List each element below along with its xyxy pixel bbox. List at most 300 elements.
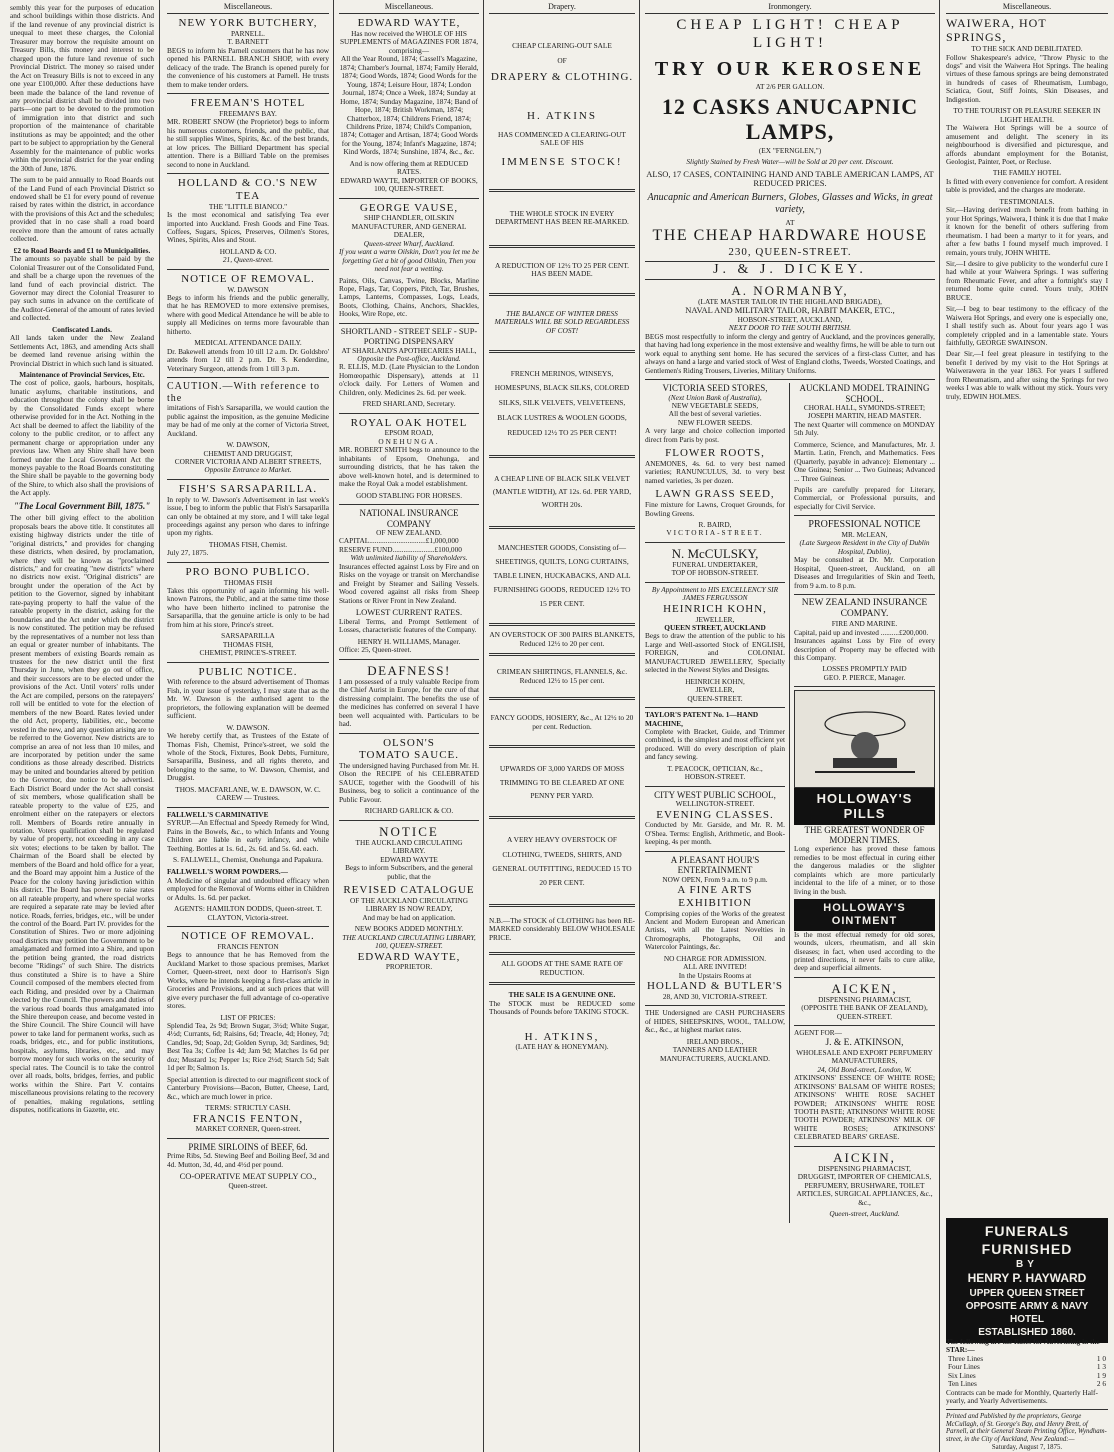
column-header: Miscellaneous. (946, 2, 1108, 14)
rates-label: Three Lines (948, 1353, 984, 1363)
ad-title: AICKEN, (831, 980, 898, 996)
ad-capital: CAPITAL...............................£1,000,000 (339, 536, 459, 546)
ad-body: Conducted by Mr. Garside, and Mr. R. M. O'Shea. Terms: English, Arithmetic, and Book-keeping, 4s per month. (645, 820, 785, 847)
imprint-date: Saturday, August 7, 1875. (991, 1444, 1063, 1452)
freeman-hotel-ad (167, 97, 329, 169)
fallwell-syrup-ad (167, 811, 329, 865)
ad-body: SYRUP.—An Effectual and Speedy Remedy for Wind, Pains in the Bowels, &c., to which Infants and Young Children are liable in early infancy, and while Teething. Bottles at 1s. 6d., 2s. 6d. and 5s. 6d. each. (167, 818, 329, 853)
ad-body: A very large and choice collection imported direct from Paris by post. (645, 426, 785, 444)
column-header: Ironmongery. (645, 2, 935, 14)
ad-title: NATIONAL INSURANCE COMPANY (359, 508, 459, 529)
rates-price: 1 0 (1096, 1353, 1106, 1363)
ad-body: The Waiwera Hot Springs will be a source of amusement and delight. The scenery in its neighbourhood is diversified and picturesque, and affords abundant employment for the Botanist, Geologist, Painter, Poet, or Recluse. (946, 123, 1108, 166)
ad-title: FALLWELL'S CARMINATIVE (167, 809, 269, 819)
ad-title: DEAFNESS! (367, 662, 451, 678)
ad-body: Special attention is directed to our magnificent stock of Canterbury Provisions—Bacon, Butter, Cheese, Lard, &c., which are much lower in price. (167, 1074, 329, 1101)
drapery-column (484, 0, 640, 1452)
ad-subtitle: CHORAL HALL, SYMONDS-STREET; (803, 402, 926, 412)
ad-address: Queen-street, Auckland. (829, 1209, 900, 1219)
ad-name: W. DAWSON (227, 284, 269, 294)
ad-signature: THOMAS FISH, Chemist. (208, 539, 288, 549)
ads-column-3 (334, 0, 484, 1452)
ad-address: Opposite the Post-office, Auckland. (357, 353, 461, 363)
ad-title: PROFESSIONAL NOTICE (808, 519, 921, 531)
lamps-ex: (EX "FERNGLEN,") (758, 145, 822, 155)
ad-title: FISH'S SARSAPARILLA. (178, 482, 318, 495)
ad-body: Is the most economical and satisfying Tea ever imported into Auckland. Fresh Goods and Fine Teas. Coffees, Sugars, Spices, Preserves, Oilmen's Stores, Wines, Spirits, Ales and Stout. (167, 210, 329, 245)
wayte-magazines-ad (339, 17, 479, 193)
ad-signature: CHEMIST AND DRUGGIST, (203, 448, 293, 458)
ad-body: With reference to the absurd advertisement of Thomas Fish, in your issue of yesterday, I may state that as the Mr. W. Dawson is the authorised agent to the proprietors, the following explanation will be deemed sufficient. (167, 677, 329, 721)
article-paragraph: All lands taken under the New Zealand Settlements Act, 1863, and amending Acts shall be deemed land revenue arising within the Provincial District in which such land is situated. (10, 333, 154, 368)
article-paragraph: The amounts so payable shall be paid by the Colonial Treasurer out of the Consolidated Fund, and shall be a charge upon the revenues of the land fund of each provincial district. The Governor may direct the Colonial Treasurer to pay such sums in advance on the certificate of the Auditor-General of the amount of rates levied and collected. (10, 254, 154, 323)
funeral-undertaker-ad (645, 546, 785, 578)
ad-title: THE GREATEST WONDER OF MODERN TIMES. (804, 824, 925, 845)
lamps-at: AT (785, 217, 795, 227)
ad-subtitle: AT SHARLAND'S APOTHECARIES HALL, (341, 345, 477, 355)
kerosene-price: AT 2/6 PER GALLON. (755, 82, 825, 92)
ad-body: THE Undersigned are CASH PURCHASERS of HIDES, SHEEPSKINS, WOOL, TALLOW, &c., &c., at highest market rates. (645, 1008, 785, 1035)
ad-subtitle: WELLINGTON-STREET. (675, 799, 755, 809)
sale-line: THE WHOLE STOCK IN EVERY DEPARTMENT HAS BEEN RE-MARKED. (495, 208, 629, 227)
olson-sauce-ad (339, 737, 479, 816)
sale-title: CHEAP CLEARING-OUT SALE (512, 41, 612, 51)
funeral-banner (946, 1218, 1108, 1343)
ad-subhead: THE FAMILY HOTEL (992, 168, 1062, 178)
cheap-light-title: CHEAP LIGHT! CHEAP LIGHT! (676, 17, 904, 51)
ad-signature: THOS. MACFARLANE, W. E. DAWSON, W. C. CAREW — Trustees. (175, 784, 321, 803)
ad-body: A Medicine of singular and undoubted efficacy when employed for the Removal of Worms either in Children or Adults. 1s. 6d. per packet. (167, 875, 329, 902)
ad-address: THE AUCKLAND CIRCULATING LIBRARY, 100, QUEEN-STREET. (342, 932, 476, 951)
ad-subtitle: NAVAL AND MILITARY TAILOR, HABIT MAKER, ETC., (685, 305, 895, 316)
vause-ad (339, 202, 479, 319)
ad-signature: HOBSON-STREET. (684, 772, 746, 782)
ad-signature: EDWARD WAYTE, (357, 950, 461, 963)
ad-subtitle: DISPENSING PHARMACIST, (818, 1163, 911, 1173)
ad-body: R. ELLIS, M.D. (Late Physician to the London Homœopathic Dispensary), attends at 11 o'clock daily. For Letters of Women and Children, only. Medicines 2s. 6d. per week. (339, 362, 479, 397)
library-notice-ad (339, 824, 479, 972)
article-paragraph: The other bill giving effect to the abolition proposals bears the above title. It constitutes all existing highway districts under the title of "original districts," and provides for changing these districts, when desired, by proclamation, where they will be known as "proclaimed districts," and for creating "new districts" where no districts now exist. "Original districts" are brought under the operation of the Act by petition to the Governor, signed by inhabitant rate-paying property to half the value of the rateable property in the district, asking for the boundaries and the Act under which the district is now constituted. The petition may be refused by the representatives of a number not less than an equal or greater number of inhabitants. The present members of existing Boards remain as trustees for the new district until the first Thursday in June, when they go out of office, and their successors are to be elected under the provisions of the Act. Until voters' rolls under the Act are compiled, persons on the ratepayers' roll will be entitled to vote for the election of members of the new Board. Rates levied under the old Act, property, liabilities, etc., become vested in the new, and any question arising are to be referred to the Governor. New districts are to comprise an area of not less than 10 miles, and are incorporated by petition under the same conditions as those already described. Districts may be united and boundaries altered by petition to the Governor, due notice to be advertised. Each District Board under the Act shall consist of six members, whose qualification shall be rateable property to the value of £25, and enrolment either on the ratepayers or electors roll. Members of Boards retire annually in rotation. Voters qualification shall be regulated by value of property, not exceeding in any case six votes; elections to be taken by ballot. The Chairman of the Board shall be elected by members of the Board and hold office for a year, and the Board may appoint him a Justice of the Peace for the colony having jurisdiction within his district. The Board has power to raise rates on all rateable property, and where special works are required a separate rate may be levied after notice. Roads, ferries, bridges, etc., will be under the control of the Board. Part IV. provides for the Constitution of Shires. Two or more adjoining road districts may petition the Government to be amalgamated and formed into a Shire, and upon the petition being granted, the road districts become "Ridings" of such Shire. The districts thus constituted a Shire is to have a Shire Council composed of the members elected from each Riding, and presided over by a Chairman elected by the Council. The powers and duties of the various road boards thus amalgamated into the Shire thereupon cease, and become vested in the Shire Council. The Shire Council will have power to take land for permanent works, such as roads, bridges, etc., and for public institutions, hospitals, asylums, libraries, etc., and may borrow money for such works on the security of special rates. The Council is to take the control over all roads, bolts, bridges, ferries, and public works within the Shire. Part V. contains miscellaneous provisions relating to the recovery of penalties, making regulations, settling disputes, notifications in Gazette, etc. (10, 513, 154, 1114)
column-header: Miscellaneous. (167, 2, 329, 14)
ad-title: TAYLOR'S PATENT No. 1—HAND MACHINE, (645, 710, 759, 728)
article-subhead: Confiscated Lands. (51, 324, 112, 334)
ad-note: GOOD STABLING FOR HORSES. (355, 490, 463, 500)
ad-body: Liberal Terms, and Prompt Settlement of Losses, characteristic features of the Company. (339, 616, 479, 635)
ad-signature: EDWARD WAYTE, IMPORTER OF BOOKS, 100, QUEEN-STREET. (340, 175, 478, 194)
shortland-dispensary-ad (339, 327, 479, 409)
rates-label: Ten Lines (948, 1379, 977, 1389)
ad-signature: QUEEN-STREET. (687, 693, 743, 703)
nz-insurance-ad (794, 598, 935, 682)
ad-signature: TANNERS AND LEATHER MANUFACTURERS, AUCKLAND. (660, 1045, 770, 1063)
ad-signature: CO-OPERATIVE MEAT SUPPLY CO., (179, 1171, 317, 1182)
ad-address: Opposite Entrance to Market. (204, 465, 292, 475)
funeral-line: OPPOSITE ARMY & NAVY HOTEL (965, 1300, 1089, 1325)
victoria-seed-ad (645, 383, 785, 538)
ad-title: A PLEASANT HOUR'S ENTERTAINMENT (670, 854, 760, 876)
ad-body: ANEMONES, 4s. 6d. to very best named varieties; RANUNCULUS, 3d. to very best named varieties, 3s per dozen. (645, 458, 785, 485)
ad-note: With unlimited liability of Shareholders. (350, 553, 468, 563)
funeral-line: HENRY P. HAYWARD (967, 1271, 1087, 1286)
ad-signature: R. BAIRD, (698, 520, 732, 529)
sale-line: MANCHESTER GOODS, Consisting of— SHEETINGS, QUILTS, LONG CURTAINS, TABLE LINEN, HUCKABACKS, AND ALL FURNISHING GOODS, REDUCED 12½ TO 15 PER CENT. (493, 542, 631, 608)
ad-signature: HENRY H. WILLIAMS, Manager. (357, 636, 461, 646)
ad-address: 24, Old Bond-street, London, W. (817, 1064, 912, 1074)
ad-body: Sir,—I beg to bear testimony to the efficacy of the Waiwera Hot Springs, and every one is especially one, I shall testify such as. About four years ago I was completely crippled and in a lamentable state. Yours faithfully, GEORGE SWAINSON. (946, 304, 1108, 348)
article-subhead: £2 to Road Boards and £1 to Municipalities. (13, 245, 151, 255)
sale-line: CRIMEAN SHIRTINGS, FLANNELS, &c. Reduced 12½ to 15 per cent. (496, 667, 628, 685)
rates-price: 1 3 (1096, 1362, 1106, 1372)
sale-drapery: DRAPERY & CLOTHING. (490, 71, 634, 84)
ad-subtitle: And may be had on application. (362, 912, 456, 922)
ad-title: CITY WEST PUBLIC SCHOOL, (654, 789, 776, 800)
ad-note: And is now offering them at REDUCED RATES. (349, 158, 469, 177)
ad-subhead: A FINE ARTS EXHIBITION (677, 884, 753, 909)
ad-title: OLSON'S (383, 736, 435, 749)
ad-title: CAUTION.—With reference to the (167, 381, 321, 404)
ad-signature: FRANCIS FENTON, (192, 1112, 304, 1125)
ad-title: NOTICE (379, 823, 439, 839)
fish-sarsaparilla-ad (167, 483, 329, 558)
ad-name: THOMAS FISH (223, 577, 273, 587)
deafness-ad (339, 663, 479, 729)
sale-line: The STOCK must be REDUCED some Thousands of Pounds before TAKING STOCK. (489, 998, 635, 1017)
city-school-ad (645, 790, 785, 847)
ad-address: Queen-street Wharf, Auckland. (363, 238, 455, 248)
sale-of: OF (557, 55, 567, 65)
rates-price: 2 6 (1096, 1379, 1106, 1389)
ad-address: TOP OF HOBSON-STREET. (671, 568, 759, 578)
ad-subtitle: TO THE SICK AND DEBILITATED. (971, 44, 1083, 54)
ads-column-2 (162, 0, 334, 1452)
ad-subtitle: WHOLESALE AND EXPORT PERFUMERY MANUFACTURERS, (796, 1047, 933, 1066)
ad-signature: IRELAND BROS., (686, 1036, 744, 1046)
ad-body: ATKINSONS' ESSENCE OF WHITE ROSE; ATKINSONS' BALSAM OF WHITE ROSES; ATKINSONS' WHITE ROSE SACHET POWDER; ATKINSONS' WHITE ROSE TOOTH PASTE; ATKINSONS' WHITE ROSE TOOTH POWDER; ATKINSONS' MILK OF WHITE ROSES; ATKINSONS' CELEBRATED BEARS' GREASE. (794, 1073, 935, 1142)
ad-body: Comprising copies of the Works of the greatest Ancient and Modern European and American Artists, with all the Latest Novelties in Chromographs, Photographs, Oil and Watercolor Paintings, &c. (645, 908, 785, 952)
ads-column-6 (940, 0, 1114, 1452)
ad-body: Sir,—I desire to give publicity to the wonderful cure I had while at your Waiwera Springs. I was suffering from Rheumatic Fever, and after a fortnight's stay I returned home quite cured. Yours truly, JOHN BRUCE. (946, 258, 1108, 302)
professional-notice-ad (794, 519, 935, 590)
ad-note: By Appointment to HIS EXCELLENCY SIR JAMES FERGUSSON (651, 584, 779, 603)
sale-line: ALL GOODS AT THE SAME RATE OF REDUCTION. (501, 959, 623, 977)
ad-address: Queen-street. (228, 1180, 268, 1190)
article-subhead: Maintenance of Provincial Services, Etc. (19, 370, 145, 380)
column-header: Drapery. (489, 2, 635, 14)
ad-title: NOTICE OF REMOVAL. (181, 272, 315, 285)
ad-note: NEXT DOOR TO THE SOUTH BRITISH. (728, 323, 852, 333)
aicken-ad (794, 981, 935, 1021)
sale-line: FANCY GOODS, HOSIERY, &c., At 12½ to 20 per cent. Reduction. (490, 713, 634, 731)
ad-title: A. NORMANBY, (731, 282, 849, 298)
ad-body: Long experience has proved these famous remedies to be most effectual in curing either the dangerous maladies or the slighter complaints which are more particularly incidental to the life of a miner, or to those living in the bush. (794, 844, 935, 896)
store-owner: J. & J. DICKEY. (645, 261, 935, 279)
removal-notice-ad (167, 273, 329, 373)
kohn-jeweller-ad (645, 586, 785, 703)
ad-reserve: RESERVE FUND.......................£100,000 (339, 544, 462, 554)
ad-body: Is fitted with every convenience for comfort. A resident table is provided, and the charges are moderate. (946, 176, 1108, 195)
ad-title: GEORGE VAUSE, (359, 201, 459, 214)
ad-signature: HOLLAND & BUTLER'S (646, 980, 784, 993)
ad-signature: T. PEACOCK, OPTICIAN, &c., (667, 763, 763, 773)
ad-note: AGENT FOR— (794, 1028, 842, 1038)
ad-body: imitations of Fish's Sarsaparilla, we would caution the public against the imposition, as the genuine Medicine may be had of me only at the corner of Victoria Street, Auckland. (167, 403, 329, 438)
sale-line: A REDUCTION OF 12½ TO 25 PER CENT. HAS BEEN MADE. (494, 260, 630, 279)
holland-tea-ad (167, 177, 329, 265)
ad-body: Fine mixture for Lawns, Croquet Grounds, for Bowling Greens. (645, 500, 785, 518)
ad-subtitle: OF THE AUCKLAND CIRCULATING LIBRARY IS NOW READY, (349, 895, 469, 914)
ad-subhead: MEDICAL ATTENDANCE DAILY. (194, 338, 302, 348)
ad-name: MR. McLEAN, (841, 529, 888, 539)
normanby-ad (645, 283, 935, 376)
ad-body: Insurances effected against Loss by Fire and on Risks on the voyage or transit on Merchandise and Freight by Steamer and Sailing Vessels. Wood covered against all risks from Sheep Stations or River Front in New Zealand. (339, 561, 479, 605)
ad-subhead: NEW VEGETABLE SEEDS, (671, 400, 759, 410)
entertainment-ad (645, 855, 785, 1002)
ad-poem: If you want a warm Oilskin, Don't you let me be forgetting Get a bit of good Oilskin, Then you need not fear a wetting. (339, 247, 479, 274)
rates-note: Contracts can be made for Monthly, Quarterly Half-yearly, and Yearly Advertisements. (946, 1387, 1098, 1406)
column-header: Miscellaneous. (339, 2, 479, 14)
rates-title: The following are the Rates for Advertising in the STAR:— (946, 1337, 1100, 1355)
sub-column-left (645, 383, 790, 1222)
sale-line: A VERY HEAVY OVERSTOCK OF CLOTHING, TWEEDS, SHIRTS, AND GENERAL OUTFITTING, REDUCED 15 TO 20 PER CENT. (492, 835, 632, 887)
ad-title: PRO BONO PUBLICO. (185, 565, 311, 578)
rates-price: 1 9 (1096, 1370, 1106, 1380)
ireland-bros-ad (645, 1009, 785, 1063)
ad-subtitle: THE "LITTLE BIANCO." (208, 201, 288, 211)
sale-line: FRENCH MERINOS, WINSEYS, HOMESPUNS, BLACK SILKS, COLORED SILKS, SILK VELVETS, VELVETEENS, BLACK LUSTRES & WOOLEN GOODS, REDUCED 12½ TO 25 PER CENT! (494, 368, 630, 437)
ad-body: Begs to draw the attention of the public to his Large and Well-assorted Stock of ENGLISH, FOREIGN, and COLONIAL MANUFACTURED JEWELLERY, Specially selected in the Newest Styles and Designs. (645, 631, 785, 675)
national-insurance-ad (339, 508, 479, 655)
ad-address: 28, AND 30, VICTORIA-STREET. (662, 991, 768, 1001)
figure-engraving-icon (805, 704, 925, 774)
sale-merchant: H. ATKINS, (524, 1030, 600, 1043)
ad-signature: PROPRIETOR. (385, 962, 433, 972)
ad-address: 21, Queen-street. (222, 255, 274, 265)
holloway-ad (794, 690, 935, 973)
ad-note: ALL ARE INVITED! (683, 962, 747, 972)
ad-subhead: SARSAPARILLA (221, 631, 275, 641)
fallwell-worm-ad (167, 868, 329, 922)
article-paragraph: The cost of police, gaols, harbours, hospitals, lunatic asylums, charitable institutions, and education throughout the colony shall be borne by the Consolidated Funds except where otherwise provided for in the Act. Nothing in the Act shall be deemed to affect the liability of the colony to the public creditor, or to affect any permanent charge or appropriation under any previous law. When any Shire shall have been formed under the Local Government Act the moneys payable to the Road Boards constituting the Shire shall be payable to the governing body of the Shire, to which also shall the provisions of the Act apply. (10, 378, 154, 498)
ad-signature: CORNER VICTORIA AND ALBERT STREETS, (174, 456, 322, 466)
ad-title: PRIME SIRLOINS of BEEF, 6d. (188, 1141, 308, 1152)
ad-note: In the Upstairs Rooms at (678, 970, 752, 980)
ad-name: FRANCIS FENTON (217, 941, 279, 951)
atkinson-perfumery-ad (794, 1029, 935, 1141)
public-notice-ad (167, 666, 329, 803)
ad-capital: Capital, paid up and invested ..........£200,000. (794, 627, 929, 637)
ad-address: HOBSON-STREET, AUCKLAND, (737, 314, 843, 324)
ad-body: BEGS to inform his Parnell customers that he has now opened his PARNELL BRANCH SHOP, with every delicacy of the trade. The Branch is opened purely for the convenience of his customers at Parnell. He trusts them to make tender orders. (167, 45, 329, 89)
rates-box (946, 1338, 1108, 1452)
ad-body: MR. ROBERT SMITH begs to announce to the inhabitants of Epsom, Onehunga, and surrounding districts, that he has taken the above well-known hotel, and is determined to make the Royal Oak a model establishment. (339, 445, 479, 489)
sale-line: THE BALANCE OF WINTER DRESS MATERIALS WILL BE SOLD REGARDLESS OF COST! (494, 308, 630, 336)
ad-title: EDWARD WAYTE, (357, 17, 461, 30)
ad-subtitle: EPSOM ROAD, (384, 428, 434, 438)
ad-subtitle: SHIP CHANDLER, OILSKIN MANUFACTURER, AND GENERAL DEALER, (351, 213, 467, 240)
ad-signature: W. DAWSON. (226, 722, 270, 732)
ad-title: FREEMAN'S HOTEL (190, 97, 306, 110)
ad-signature: JEWELLER, (695, 685, 735, 695)
ad-address: MARKET CORNER, Queen-street. (195, 1124, 301, 1134)
lamps-stained: Slightly Stained by Fresh Water—will be Sold at 20 per cent. Discount. (686, 157, 894, 167)
ad-note: NO CHARGE FOR ADMISSION. (663, 953, 767, 963)
ad-note: NEW BOOKS ADDED MONTHLY. (354, 924, 464, 934)
ad-title: PUBLIC NOTICE. (198, 665, 298, 678)
sub-column-right (790, 383, 935, 1222)
ad-title: HEINRICH KOHN, (663, 602, 767, 615)
pro-bono-ad (167, 566, 329, 658)
sale-genuine: THE SALE IS A GENUINE ONE. (508, 990, 616, 1000)
ad-body: The next Quarter will commence on MONDAY 5th July. (794, 419, 935, 438)
ad-body: We hereby certify that, as Trustees of the Estate of Thomas Fish, Chemist, Prince's-street, we sold the whole of the Stock, Fixtures, Book Debts, Furniture, Sarsaparilla, Business, and all rights thereto, and belonging to the same, to W. Dawson, Chemist, and Druggist. (167, 731, 329, 783)
sale-line: HAS COMMENCED A CLEARING-OUT SALE OF HIS (498, 129, 626, 148)
ad-title: VICTORIA SEED STORES, (662, 383, 768, 394)
ad-subhead: TESTIMONIALS. (999, 196, 1055, 206)
ad-subtitle: FREEMAN'S BAY. (219, 108, 277, 118)
ad-signature: THOMAS FISH, (222, 639, 274, 649)
ad-subtitle: JOSEPH MARTIN, HEAD MASTER. (807, 411, 922, 421)
ad-subhead: FLOWER ROOTS, (665, 447, 765, 460)
ad-subtitle: DISPENSING PHARMACIST, (818, 994, 911, 1004)
ad-body: In reply to W. Dawson's Advertisement in last week's issue, I beg to inform the public that Fish's Sarsaparilla can only be obtained at my store, and I will take legal proceedings against any person who dares to infringe upon my rights. (167, 494, 329, 538)
ad-title: FALLWELL'S WORM POWDERS.— (167, 867, 288, 877)
ad-body: I am possessed of a truly valuable Recipe from the Chief Aurist in Europe, for the cure of that distressing complaint. The benefits the use of the medicines has conferred on several I have been well acquainted with. Particulars to be had. (339, 676, 479, 729)
sirloin-ad (167, 1142, 329, 1191)
ad-title: N. McCULSKY, (671, 545, 759, 561)
ad-title: ROYAL OAK HOTEL (350, 416, 468, 429)
ad-title: J. & E. ATKINSON, (825, 1037, 904, 1048)
royal-oak-ad (339, 417, 479, 500)
sale-immense: IMMENSE STOCK! (501, 155, 623, 168)
ad-title: WAIWERA, HOT SPRINGS, (946, 16, 1047, 45)
ad-subhead: LOWEST CURRENT RATES. (355, 607, 463, 618)
ad-terms: TERMS: STRICTLY CASH. (205, 1103, 291, 1113)
sale-line: UPWARDS OF 3,000 YARDS OF MOSS TRIMMING TO BE CLEARED AT ONE PENNY PER YARD. (499, 764, 625, 801)
article-paragraph: sembly this year for the purposes of education and school buildings within those districts. And if the land revenue of any provincial district is unequal to meet these charges, the Colonial Treasurer may borrow the requisite amount on Treasury Bills, this money and interest to be charged upon the future land revenue of such Provincial District. The money so raised under the Act on Treasury Bills is not to exceed in any one year £100,000. After these deductions have been made the balance of the land revenue of any provincial district shall be divided into two parts—one part to be devoted to the promotion of immigration into that district and such proportion of the maintenance of charitable institutions as may be appointed; and the other part to be subject to appropriation by the General Assembly for the maintenance of public works within the provincial district for the year ending the 30th of June, 1876. (10, 3, 154, 173)
ad-subtitle: (Next Union Bank of Australia), (668, 392, 762, 402)
ad-body: Complete with Bracket, Guide, and Trimmer combined, is the simplest and most efficient yet produced. Will do every description of plain and fancy sewing. (645, 726, 785, 762)
two-column-ads (645, 383, 935, 1222)
ad-signature: CHEMIST, PRINCE'S-STREET. (199, 648, 297, 658)
rates-table (946, 1355, 1108, 1389)
ad-signature: RICHARD GARLICK & CO. (364, 806, 454, 816)
article-paragraph: The sum to be paid annually to Road Boards out of the Land Fund of each Provincial District so endowed shall be £1 for every pound of revenue raised by rates within the district, in accordance with the provisions of this Act and the schedules; provided that in no case shall a road board receive more than the amount of rates actually collected. (10, 175, 154, 244)
ad-title: SHORTLAND - STREET SELF - SUP-PORTING DISPENSARY (340, 325, 478, 346)
ad-note: All the best of several varieties. (668, 409, 762, 419)
ad-body: MR. ROBERT SNOW (the Proprietor) begs to inform his numerous customers, friends, and the public, that he still supplies Wines, Spirits, &c. of the best brands, at low prices. The Billiard Department has special attention. There is a Billiard Table on the premises second to none in Auckland. (167, 117, 329, 169)
funeral-line: UPPER QUEEN STREET (969, 1287, 1085, 1299)
ad-subtitle: Has now received the WHOLE OF HIS SUPPLEMENTS of MAGAZINES FOR 1874, comprising— (339, 29, 479, 55)
ad-body: The undersigned having Purchased from Mr. H. Olson the RECIPE of his CELEBRATED SAUCE, together with the Goodwill of his Business, beg to solicit a continuance of the Public Favour. (339, 761, 479, 804)
ad-body: Follow Shakespeare's advice, "Throw Physic to the dogs" and visit the Waiwera Hot Springs. The healing virtues of these famous springs are being demonstrated in hundreds of cases of Rheumatism, Lumbago, Sciatica, Gout, Stiff Joints, Skin Diseases, and Indigestion. (946, 52, 1108, 104)
butchery-ad (167, 17, 329, 89)
imprint: Printed and Published by the proprietors, George McCullagh, of St. George's Bay, and Henry Brett, of Parnell, at their General Steam Printing Office, Wyndham-street, in the City of Auckland, New Zealand:— (946, 1412, 1107, 1444)
ad-body: May be consulted at Dr. Mr. Corporation Hospital, Queen-street, Auckland, on all Diseases and Irregularities of Skin and Teeth, from 9 a.m. to 8 p.m. (794, 555, 935, 590)
ad-subhead: EVENING CLASSES. (656, 808, 774, 821)
article-subhead: "The Local Government Bill, 1875." (13, 500, 151, 511)
rates-label: Four Lines (948, 1362, 980, 1372)
ad-title: NEW YORK BUTCHERY, (178, 17, 318, 30)
caution-ad (167, 381, 329, 475)
ad-body: Pupils are carefully prepared for Literary, Commercial, or Professional pursuits, and especially for Civil Service. (794, 485, 935, 511)
holloway-ointment-banner: HOLLOWAY'S OINTMENT (794, 899, 935, 931)
ad-title: NEW ZEALAND INSURANCE COMPANY. (801, 598, 928, 620)
ad-title: AUCKLAND MODEL TRAINING SCHOOL. (799, 383, 930, 404)
article-column (0, 0, 158, 1452)
ad-body: Takes this opportunity of again informing his well-known Patrons, the Public, and at the same time those who have been hitherto inclined to patronise the Sarsaparilla, that the genuine article is only to be had from him at his store, Prince's street. (167, 586, 329, 629)
ad-title: NOTICE OF REMOVAL. (181, 930, 315, 943)
sale-merchant: H. ATKINS (527, 109, 597, 122)
waiwera-ad (946, 17, 1108, 401)
sale-merchant-sub: (LATE HAY & HONEYMAN). (515, 1042, 609, 1052)
ad-subtitle: OF NEW ZEALAND. (376, 527, 442, 537)
store-address: 230, QUEEN-STREET. (728, 245, 852, 258)
holloway-engraving (794, 690, 935, 788)
aickin-pharmacist-ad (794, 1150, 935, 1219)
ad-subtitle: FUNERAL UNDERTAKER, (672, 559, 758, 569)
ad-signature: GEO. P. PIERCE, Manager. (823, 672, 906, 682)
ad-body: Prime Ribs, 5d. Stewing Beef and Boiling Beef, 3d and 4d. Mutton, 3d, 4d, and 4½d per pound. (167, 1151, 329, 1169)
lamps-also: ALSO, 17 CASES, CONTAINING HAND AND TABLE AMERICAN LAMPS, AT REDUCED PRICES. (646, 168, 934, 189)
sale-line: AN OVERSTOCK OF 300 PAIRS BLANKETS, Reduced 12½ to 20 per cent. (489, 629, 635, 648)
ad-address: (OPPOSITE THE BANK OF ZEALAND), QUEEN-STREET. (801, 1003, 928, 1021)
store-title: THE CHEAP HARDWARE HOUSE (652, 226, 928, 244)
ad-body: Paints, Oils, Canvas, Twine, Blocks, Marline Rope, Flags, Tar, Coppers, Pitch, Tar, Brushes, Lamps, Lanterns, Compasses, Logs, Leads, Boots, Clothing, Chains, Anchors, Shackles, Hooks, Wire Rope, etc. (339, 275, 479, 319)
sale-nb: N.B.—The STOCK of CLOTHING has been RE-MARKED considerably BELOW WHOLESALE PRICE. (489, 915, 635, 942)
ad-date: July 27, 1875. (167, 548, 209, 558)
ironmongery-column (640, 0, 940, 1452)
ad-subhead: NEW FLOWER SEEDS. (677, 417, 753, 427)
ad-address: Office: 25, Queen-street. (339, 645, 412, 655)
ad-body: Begs to inform Subscribers, and the general public, that the (345, 863, 473, 881)
ad-subtitle: TOMATO SAUCE. (359, 749, 459, 762)
ad-title: HOLLAND & CO.'S NEW TEA (177, 177, 319, 202)
funeral-line: ESTABLISHED 1860. (978, 1326, 1076, 1338)
ad-signature: AGENTS: HAMILTON DODDS, Queen-street. T. CLAYTON, Victoria-street. (174, 904, 322, 922)
sale-line: A CHEAP LINE OF BLACK SILK VELVET (MANTLE WIDTH), AT 12s. 6d. PER YARD, WORTH 20s. (492, 473, 632, 510)
ad-subtitle: JEWELLER, (695, 614, 735, 624)
ad-body: Splendid Tea, 2s 9d; Brown Sugar, 3½d; White Sugar, 4½d; Currants, 6d; Raisins, 6d; Treacle, 4d; Honey, 7d; Candles, 9d; Soap, 2d; Golden Syrup, 3d; Sardines, 9d; Best Tea 3s; Coffee 1s 4d; Jam 9d; Matches 1s 6d per doz; Mustard 1s; Pepper 1s; Rice 2½d; Starch 5d; Salt 1d per lb; Salmon 1s. (167, 1020, 329, 1073)
lamps-burners: Anucapnic and American Burners, Globes, Glasses and Wicks, in great variety, (647, 192, 933, 215)
taylor-machine-ad (645, 711, 785, 782)
ad-body: Insurances against Loss by Fire of every description of Property may be effected with this Company. (794, 636, 935, 662)
ad-subtitle: PARNELL. (231, 29, 265, 39)
funeral-line: BY (1016, 1259, 1038, 1271)
ad-name: EDWARD WAYTE (380, 854, 438, 864)
ad-body: BEGS most respectfully to inform the clergy and gentry of Auckland, and the provinces generally, that having had long experience in the most extensive and wealthy firms, he will be able to turn out work equal to anything sent home. He has secured the services of a first-class Cutter, and has always on hand a large and varied stock of West of England cloths, Tweeds, Worsted Coatings, and Gentlemen's Riding Trousers, Liveries, Military Uniforms. (645, 331, 935, 375)
ad-address: QUEEN STREET, AUCKLAND (664, 623, 766, 632)
ad-signature: S. FALLWELL, Chemist, Onehunga and Papakura. (173, 854, 323, 864)
ad-body: Commerce, Science, and Manufactures, Mr. J. Martin. Latin, French, and Mathematics. Fees (Quarterly, payable in advance): Elementary ... One Guinea; Senior ... Two Guineas; Advanced ... Three Guineas. (794, 439, 935, 483)
column-rule (159, 0, 160, 1452)
fenton-removal-ad (167, 930, 329, 1134)
ad-subtitle: ONEHUNGA. (378, 436, 440, 446)
ad-body: Sir,—Having derived much benefit from bathing in your Hot Springs, Waiwera, I think it is due that I make it known for the benefit of others suffering from rheumatism. I had been a martyr to it for years, and after a few baths I found myself much improved. I remain, yours truly, JOHN WHITE. (946, 205, 1109, 257)
ad-address: VICTORIA-STREET. (666, 528, 764, 538)
rates-label: Six Lines (948, 1370, 976, 1380)
kerosene-title: TRY OUR KEROSENE (654, 58, 926, 81)
ad-body: Dr. Bakewell attends from 10 till 12 a.m. Dr. Goldsbro' attends from 12 till 2 p.m. Dr. S. Kenderdine, Veterinary Surgeon, attends from 1 till 3 p.m. (167, 346, 329, 373)
holloway-pills-banner: HOLLOWAY'S PILLS (794, 788, 935, 824)
ad-title: AICKIN, (833, 1149, 896, 1165)
ad-body: Begs to inform his friends and the public generally, that he has REMOVED to more extensive premises, where with good Medical Attendance he will be able to supply all Medicines on terms more favourable than hitherto. (167, 292, 329, 336)
ad-signature: HEINRICH KOHN, (685, 676, 745, 686)
ad-body: Dear Sir,—I feel great pleasure in testifying to the benefit I derived by my visit to the Hot Springs at Waiwerawera in the year 1863. For years I suffered from Rheumatism, and after using the Springs for two weeks I was able to walk without my stick. Yours very truly, EDWIN HOLMES. (946, 349, 1108, 401)
ad-body: DRUGGIST, IMPORTER OF CHEMICALS, PERFUMERY, BRUSHWARE, TOILET ARTICLES, SURGICAL APPLIANCES, &c., &c., (796, 1172, 933, 1207)
ad-list: All the Year Round, 1874; Cassell's Magazine, 1874; Chamber's Journal, 1874; Family Herald, 1874; Good Words, 1874; Good Words for the Young, 1874; Leisure Hour, 1874; London Journal, 1874; Once a Week, 1874; Sunday at Home, 1874; Sunday Magazine, 1874; Band of Hope, 1874; British Workman, 1874; Chatterbox, 1874; Childrens Friend, 1874; Childrens Prize, 1874; Child's Companion, 1874; Cottager and Artisan, 1874; Good Words for the Young, 1874; Infant's Magazine, 1874; Kind Words, 1874; Sunshine, 1874, &c., &c. (339, 54, 479, 157)
ad-subtitle: (Late Surgeon Resident in the City of Dublin Hospital, Dublin), (799, 538, 930, 556)
ad-signature: HOLLAND & CO. (219, 246, 277, 256)
